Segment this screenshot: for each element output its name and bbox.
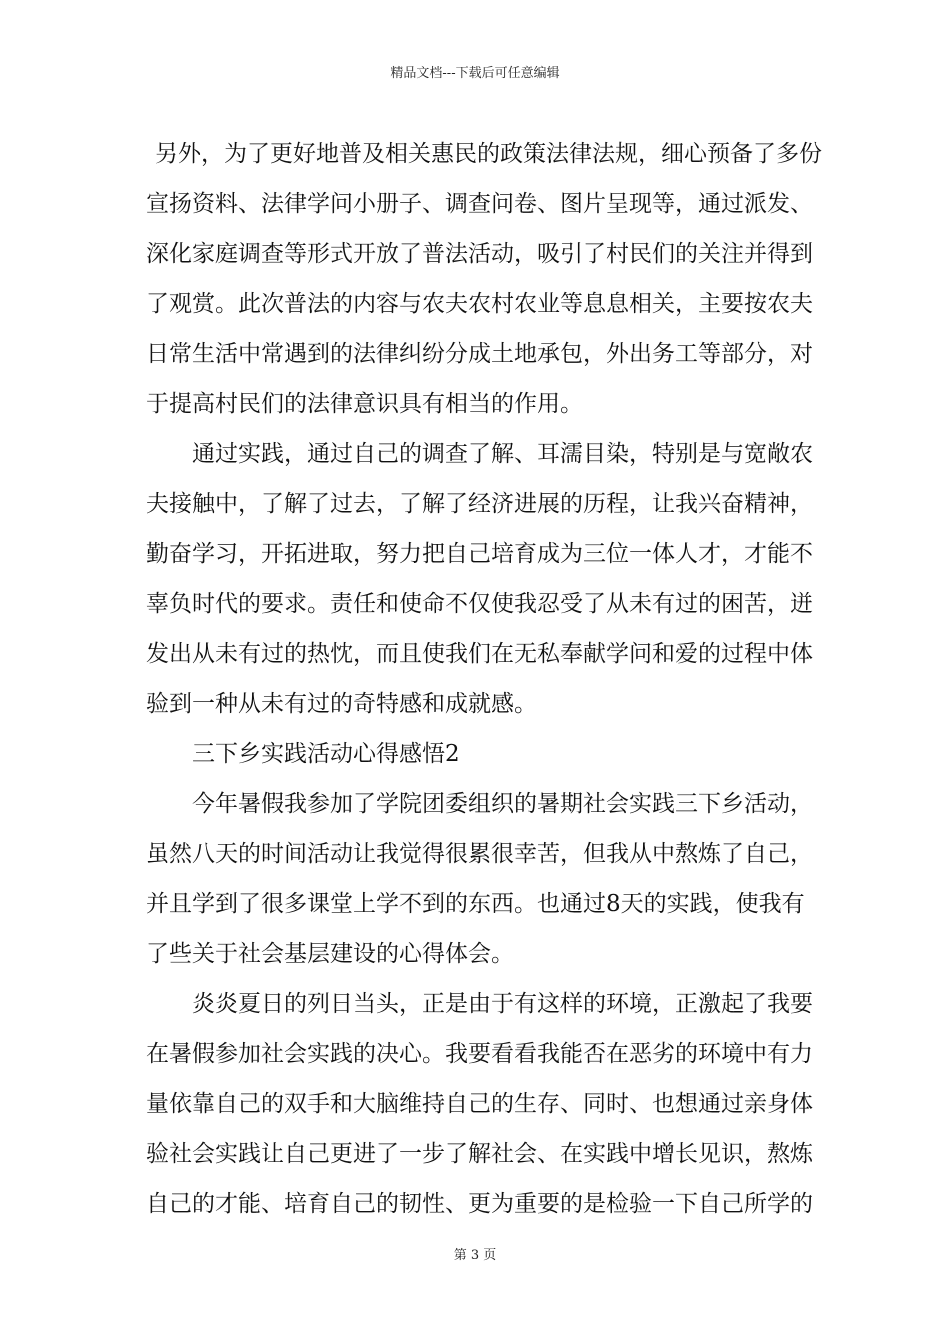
paragraph-line: 了些关于社会基层建设的心得体会。 xyxy=(146,941,514,967)
paragraph-line: 勤奋学习，开拓进取，努力把自己培育成为三位一体人才，才能不 xyxy=(146,541,813,567)
page-number: 第 3 页 xyxy=(453,1248,497,1263)
paragraph-line: 验社会实践让自己更进了一步了解社会、在实践中增长见识，熬炼 xyxy=(146,1141,813,1167)
paragraph-line: 辜负时代的要求。责任和使命不仅使我忍受了从未有过的困苦，迸 xyxy=(146,591,813,617)
paragraph-line: 在暑假参加社会实践的决心。我要看看我能否在恶劣的环境中有力 xyxy=(146,1041,813,1067)
paragraph-line: 炎炎夏日的列日当头，正是由于有这样的环境，正激起了我要 xyxy=(192,991,813,1017)
page-header: 精品文档---下载后可任意编辑 xyxy=(390,66,560,81)
paragraph-line: 今年暑假我参加了学院团委组织的暑期社会实践三下乡活动， xyxy=(192,791,813,817)
paragraph-line: 夫接触中，了解了过去，了解了经济进展的历程，让我兴奋精神， xyxy=(146,491,813,517)
paragraph-line: 虽然八天的时间活动让我觉得很累很幸苦，但我从中熬炼了自己， xyxy=(146,841,813,867)
paragraph-line: 了观赏。此次普法的内容与农夫农村农业等息息相关，主要按农夫 xyxy=(146,291,813,317)
paragraph-line: 验到一种从未有过的奇特感和成就感。 xyxy=(146,691,537,717)
document-body xyxy=(146,129,822,1229)
paragraph-line: 并且学到了很多课堂上学不到的东西。也通过8天的实践，使我有 xyxy=(146,891,805,917)
paragraph-line: 深化家庭调查等形式开放了普法活动，吸引了村民们的关注并得到 xyxy=(146,241,813,267)
paragraph-line: 日常生活中常遇到的法律纠纷分成土地承包，外出务工等部分，对 xyxy=(146,341,813,367)
paragraph-line: 宣扬资料、法律学问小册子、调查问卷、图片呈现等，通过派发、 xyxy=(146,191,813,217)
paragraph-line: 发出从未有过的热忱，而且使我们在无私奉献学问和爱的过程中体 xyxy=(146,641,813,667)
paragraph-line: 量依靠自己的双手和大脑维持自己的生存、同时、也想通过亲身体 xyxy=(146,1091,813,1117)
paragraph-line: 自己的才能、培育自己的韧性、更为重要的是检验一下自己所学的 xyxy=(146,1191,813,1217)
section-heading: 三下乡实践活动心得感悟2 xyxy=(192,741,460,767)
paragraph-line: 于提高村民们的法律意识具有相当的作用。 xyxy=(146,391,583,417)
paragraph-line: 另外，为了更好地普及相关惠民的政策法律法规，细心预备了多份 xyxy=(155,141,822,167)
paragraph-line: 通过实践，通过自己的调查了解、耳濡目染，特别是与宽敞农 xyxy=(192,441,813,467)
